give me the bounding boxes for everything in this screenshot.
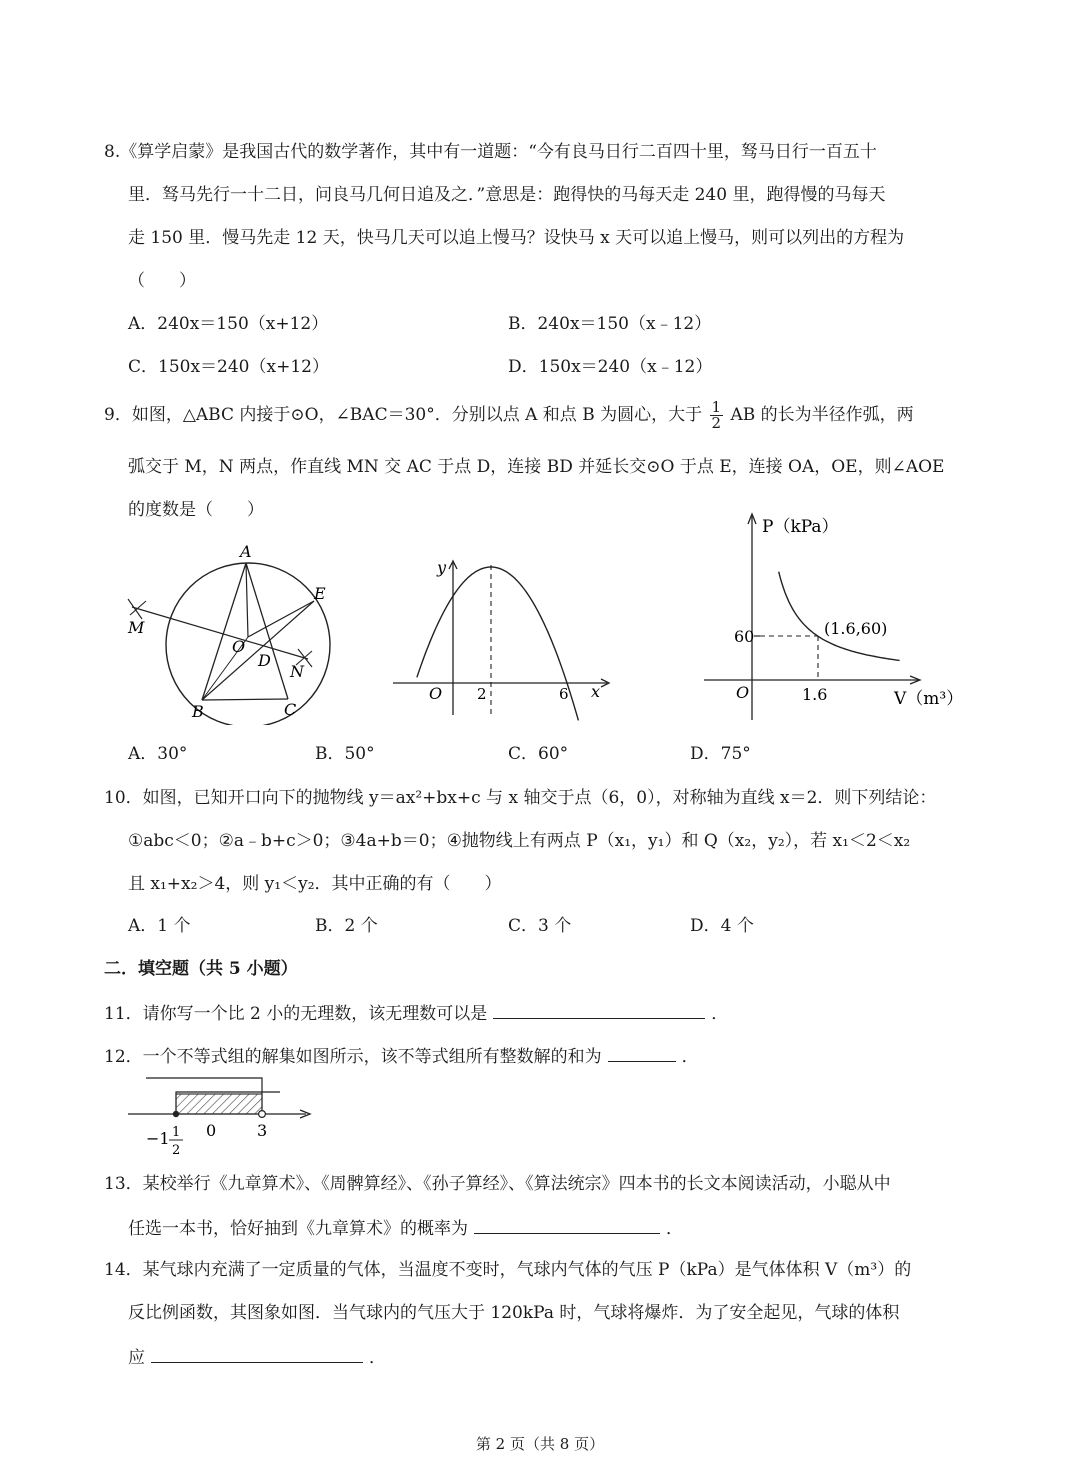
q8-option-b: B．240x＝150（x﹣12） xyxy=(508,314,712,334)
q11 xyxy=(104,1000,728,1026)
q9-option-d: D．75° xyxy=(690,744,751,764)
point-left-solid xyxy=(173,1111,179,1117)
q10-line2: ①abc＜0；②a﹣b+c＞0；③4a+b＝0；④抛物线上有两点 P（x₁，y₁）和 Q（x₂，y₂），若 x₁＜2＜x₂ xyxy=(128,831,911,851)
section-2-title: 二．填空题（共 5 小题） xyxy=(104,959,298,979)
label-c: C xyxy=(284,700,297,719)
q9-option-a: A．30° xyxy=(128,744,188,764)
q14-line1: 14．某气球内充满了一定质量的气体，当温度不变时，气球内气体的气压 P（kPa）是气体体积 V（m³）的 xyxy=(104,1260,912,1280)
q12 xyxy=(104,1043,699,1069)
pressure-figure xyxy=(700,510,970,725)
q13-line2-text: 任选一本书，恰好抽到《九章算术》的概率为 xyxy=(128,1219,468,1239)
q10-line3: 且 x₁+x₂＞4，则 y₁＜y₂．其中正确的有（ ） xyxy=(128,874,502,894)
q14-line3-text: 应 xyxy=(128,1348,145,1368)
segment-bc xyxy=(202,699,288,700)
solution-region xyxy=(176,1094,262,1114)
number-line-figure xyxy=(120,1070,320,1162)
q12-end: ． xyxy=(681,1047,699,1067)
q14-answer-blank[interactable] xyxy=(151,1344,363,1363)
q12-text: 12．一个不等式组的解集如图所示，该不等式组所有整数解的和为 xyxy=(104,1047,602,1067)
segment-oe xyxy=(248,601,314,637)
numline-zero: 0 xyxy=(206,1121,217,1140)
parabola-label-o: O xyxy=(429,684,443,703)
q13-end: ． xyxy=(666,1219,683,1239)
q9-option-c: C．60° xyxy=(508,744,569,764)
circle-figure xyxy=(118,535,348,725)
label-d: D xyxy=(258,651,271,670)
q8-line3: 走 150 里．慢马先走 12 天，快马几天可以追上慢马？设快马 x 天可以追上慢马，则可以列出的方程为 xyxy=(128,228,905,248)
label-n: N xyxy=(290,662,304,681)
segment-ab xyxy=(202,563,246,700)
q10-option-d: D．4 个 xyxy=(690,916,754,936)
q9-line3: 的度数是（ ） xyxy=(128,500,264,520)
q11-answer-blank[interactable] xyxy=(493,1000,705,1019)
numline-three: 3 xyxy=(257,1121,268,1140)
label-m: M xyxy=(128,618,145,637)
q13-answer-blank[interactable] xyxy=(474,1215,660,1234)
label-o: O xyxy=(232,637,246,656)
q10-option-c: C．3 个 xyxy=(508,916,572,936)
label-a: A xyxy=(240,542,252,561)
label-b: B xyxy=(192,702,204,721)
q8-option-a: A．240x＝150（x+12） xyxy=(128,314,329,334)
q10-option-a: A．1 个 xyxy=(128,916,191,936)
q9-frac-num: 1 xyxy=(711,398,722,416)
parabola-label-x: x xyxy=(591,682,601,701)
q8-line1: 8.《算学启蒙》是我国古代的数学著作，其中有一道题：“今有良马日行二百四十里，驽马日行一百五十 xyxy=(104,142,877,162)
label-e: E xyxy=(314,584,326,603)
numline-frac-num: 1 xyxy=(172,1125,181,1140)
arc-mark-m xyxy=(128,599,146,619)
q9-line1-b: AB 的长为半径作弧，两 xyxy=(730,405,914,425)
q12-answer-blank[interactable] xyxy=(608,1043,676,1062)
q13-line1: 13．某校举行《九章算术》、《周髀算经》、《孙子算经》、《算法统宗》四本书的长文本阅读活动，小聪从中 xyxy=(104,1174,891,1194)
q8-line4: （ ） xyxy=(128,271,196,291)
q10-option-b: B．2 个 xyxy=(315,916,378,936)
q9-line2: 弧交于 M，N 两点，作直线 MN 交 AC 于点 D，连接 BD 并延长交⊙O 于点 E，连接 OA，OE，则∠AOE xyxy=(128,457,945,477)
pressure-point-label: (1.6,60) xyxy=(824,619,888,638)
hyperbola-curve xyxy=(779,572,900,661)
q14-end: ． xyxy=(369,1348,386,1368)
q14-line3 xyxy=(128,1344,386,1370)
pressure-xlabel: V（m³） xyxy=(894,689,964,709)
q9-option-b: B．50° xyxy=(315,744,375,764)
q9-fraction xyxy=(710,400,724,431)
circle-o xyxy=(166,563,330,725)
pressure-tick-60: 60 xyxy=(734,627,755,646)
pressure-ylabel: P（kPa） xyxy=(762,517,839,537)
pressure-label-o: O xyxy=(736,683,750,702)
point-right-open xyxy=(259,1111,266,1118)
q11-end: ． xyxy=(711,1004,729,1024)
parabola-figure xyxy=(385,555,615,725)
q8-line2: 里．驽马先行一十二日，问良马几何日追及之．”意思是：跑得快的马每天走 240 里，跑得慢的马每天 xyxy=(128,185,886,205)
parabola-tick-6: 6 xyxy=(559,685,569,703)
page-footer: 第 2 页（共 8 页） xyxy=(475,1435,605,1453)
q9-frac-den: 2 xyxy=(711,414,722,432)
numline-frac-den: 2 xyxy=(172,1143,181,1158)
q9-line1 xyxy=(104,400,914,431)
q9-line1-a: 9．如图，△ABC 内接于⊙O，∠BAC＝30°．分别以点 A 和点 B 为圆心，大于 xyxy=(104,405,703,425)
q11-text: 11．请你写一个比 2 小的无理数，该无理数可以是 xyxy=(104,1004,488,1024)
parabola-tick-2: 2 xyxy=(477,685,487,703)
line-mn xyxy=(132,607,308,659)
q8-option-c: C．150x＝240（x+12） xyxy=(128,357,329,377)
pressure-tick-16: 1.6 xyxy=(802,685,828,704)
segment-oa xyxy=(246,563,248,637)
parabola-label-y: y xyxy=(437,558,447,577)
segment-ac xyxy=(246,563,288,699)
numline-left-int: −1 xyxy=(146,1129,170,1148)
q14-line2: 反比例函数，其图象如图．当气球内的气压大于 120kPa 时，气球将爆炸．为了安全起见，气球的体积 xyxy=(128,1303,900,1323)
q8-option-d: D．150x＝240（x﹣12） xyxy=(508,357,713,377)
q10-line1: 10．如图，已知开口向下的抛物线 y＝ax²+bx+c 与 x 轴交于点（6，0），对称轴为直线 x＝2．则下列结论： xyxy=(104,788,937,808)
q13-line2 xyxy=(128,1215,683,1241)
